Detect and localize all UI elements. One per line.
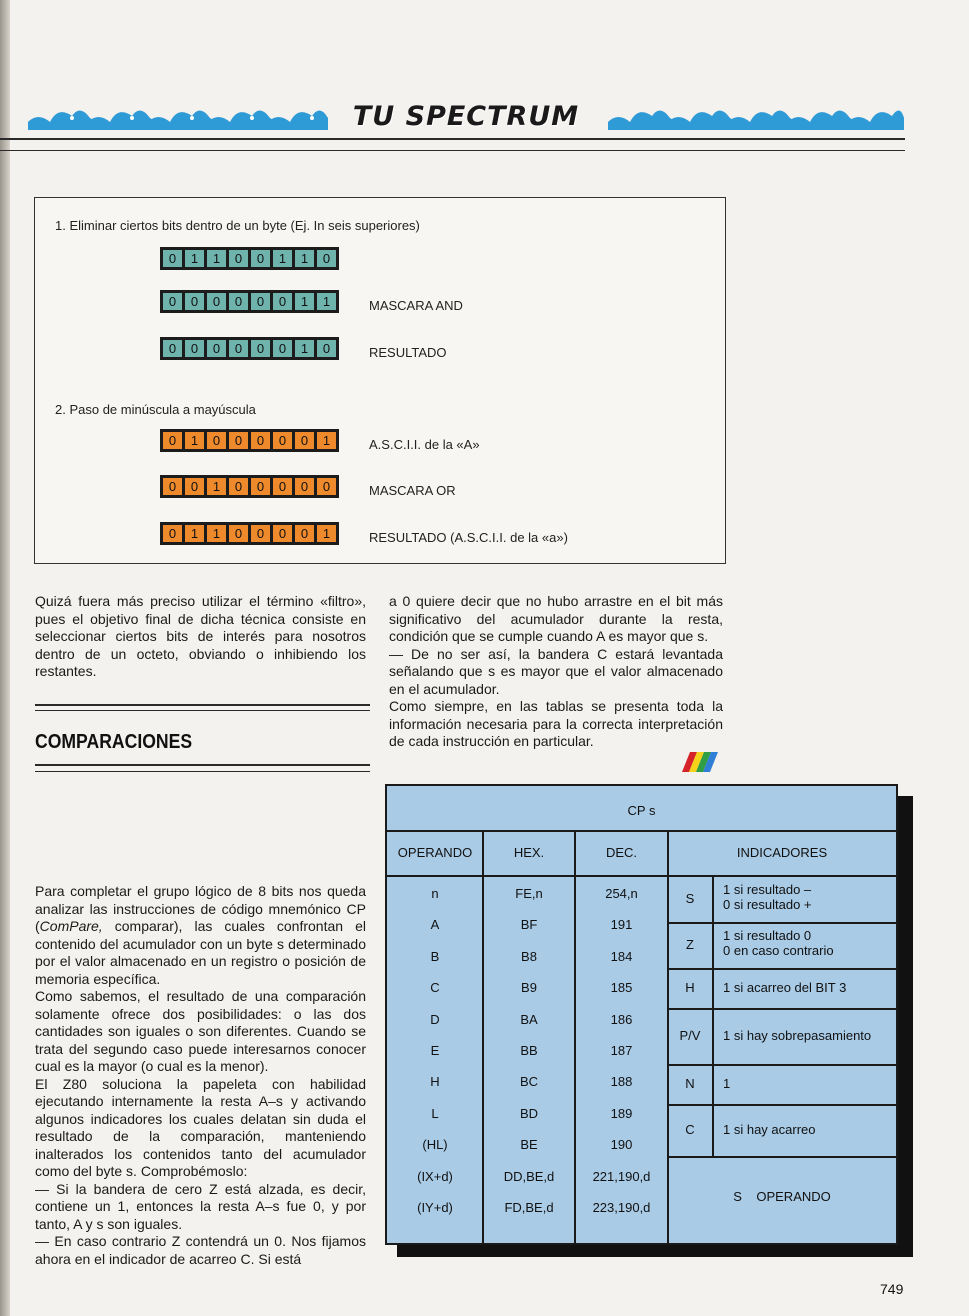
table-rule xyxy=(387,830,896,832)
row-dec: 184 xyxy=(610,948,633,964)
flag-name: S xyxy=(685,890,695,906)
bit-cell: 0 xyxy=(273,432,292,449)
table-flag-col-rule xyxy=(712,875,714,1156)
body-paragraph-5: — En caso contrario Z contendrá un 0. Nos fijamos ahora en el indicador de acarreo C. Si está xyxy=(35,1233,366,1267)
bit-cell: 0 xyxy=(163,250,182,267)
flag-row-rule xyxy=(667,968,896,970)
bit-cell: 0 xyxy=(163,432,182,449)
bit-cell: 0 xyxy=(185,293,204,310)
bit-cell: 1 xyxy=(317,432,336,449)
cp-instruction-table xyxy=(385,784,898,1245)
row-dec: 186 xyxy=(610,1011,633,1027)
right-paragraph-1: a 0 quiere decir que no hubo arrastre en el bit más significativo del acumulador durante la resta, condición que se cumple cuando A es mayor que s. xyxy=(389,593,723,644)
flag-description: 1 si resultado – xyxy=(723,881,812,897)
bit-cell: 0 xyxy=(273,478,292,495)
byte-row xyxy=(160,522,339,545)
bit-cell: 0 xyxy=(251,293,270,310)
bit-cell: 1 xyxy=(207,478,226,495)
row-hex: FE,n xyxy=(515,886,543,901)
section-title: COMPARACIONES xyxy=(35,731,193,753)
byte-row xyxy=(160,290,339,313)
byte-row xyxy=(160,429,339,452)
body-paragraph-4: — Si la bandera de cero Z está alzada, es decir, contiene un 1, entonces la resta A–s fue 0, y por tanto, A y s son iguales. xyxy=(35,1180,366,1232)
flag-row-rule xyxy=(667,1064,896,1066)
bit-cell: 0 xyxy=(295,432,314,449)
bit-cell: 0 xyxy=(317,340,336,357)
section-rule-bottom-2 xyxy=(35,771,370,772)
flag-name: H xyxy=(685,980,695,995)
byte-row-label: RESULTADO xyxy=(369,345,447,360)
row-dec: 189 xyxy=(610,1105,633,1121)
flag-name: Z xyxy=(686,937,694,952)
header-wave-left xyxy=(28,104,328,132)
body-paragraph-1: Para completar el grupo lógico de 8 bits nos queda analizar las instrucciones de código mnemónico CP (ComPare, comparar), las cuales confrontan el contenido del acumulador con un byte s determinado por el valor almacenado en un registro o posición de memoria específica. xyxy=(35,883,366,987)
row-hex: BC xyxy=(519,1074,539,1090)
bit-cell: 1 xyxy=(317,293,336,310)
bit-cell: 0 xyxy=(229,340,248,357)
row-operando: A xyxy=(430,917,440,933)
row-operando: B xyxy=(430,948,440,964)
row-hex: B9 xyxy=(521,980,537,996)
row-operando: (IX+d) xyxy=(417,1168,453,1184)
flag-description-2: 0 en caso contrario xyxy=(723,943,834,958)
right-column-text xyxy=(389,593,723,751)
row-operando: D xyxy=(430,1011,440,1027)
bit-cell: 0 xyxy=(207,432,226,449)
bit-cell: 0 xyxy=(163,478,182,495)
byte-row xyxy=(160,475,339,498)
section-rule-bottom-1 xyxy=(35,764,370,766)
byte-row-label: MASCARA OR xyxy=(369,483,456,498)
section-rule-top-2 xyxy=(35,710,370,711)
bit-cell: 0 xyxy=(295,478,314,495)
row-hex: BB xyxy=(520,1043,538,1058)
page-spine xyxy=(0,0,10,1316)
flag-row-rule xyxy=(667,922,896,924)
flag-row-rule xyxy=(667,1104,896,1106)
row-dec: 221,190,d xyxy=(592,1168,651,1184)
bit-cell: 0 xyxy=(163,340,182,357)
bit-cell: 0 xyxy=(229,478,248,495)
step2-label: 2. Paso de minúscula a mayúscula xyxy=(55,402,256,417)
header-indicadores: INDICADORES xyxy=(736,845,828,860)
flag-description-2: 0 si resultado + xyxy=(723,896,812,912)
bit-cell: 1 xyxy=(185,250,204,267)
bit-cell: 0 xyxy=(273,293,292,310)
bit-cell: 0 xyxy=(229,525,248,542)
row-operando: (IY+d) xyxy=(417,1200,453,1215)
intro-paragraph: Quizá fuera más preciso utilizar el término «filtro», pues el objetivo final de dicha técnica consiste en seleccionar ciertos bits de interés para nosotros dentro de un octeto, obviando o inhibiendo los restantes. xyxy=(35,593,366,679)
bit-cell: 0 xyxy=(273,340,292,357)
flag-description: 1 si hay acarreo xyxy=(723,1122,816,1137)
table-footer-rule xyxy=(667,1156,896,1158)
body-text xyxy=(35,883,366,1268)
bit-cell: 0 xyxy=(295,525,314,542)
row-operando: E xyxy=(430,1043,440,1058)
bit-cell: 0 xyxy=(251,340,270,357)
bit-cell: 0 xyxy=(251,250,270,267)
bit-cell: 1 xyxy=(185,525,204,542)
bit-cell: 1 xyxy=(185,432,204,449)
header-rule-top xyxy=(0,138,905,140)
header-rule-bottom xyxy=(0,150,905,151)
row-dec: 188 xyxy=(610,1074,633,1090)
row-dec: 254,n xyxy=(605,886,638,901)
bit-cell: 0 xyxy=(163,293,182,310)
bit-cell: 0 xyxy=(251,525,270,542)
bit-cell: 0 xyxy=(317,250,336,267)
table-footer: S OPERANDO xyxy=(733,1189,831,1204)
row-dec: 185 xyxy=(610,980,633,996)
bit-cell: 0 xyxy=(207,293,226,310)
bit-cell: 0 xyxy=(251,432,270,449)
row-hex: FD,BE,d xyxy=(504,1200,554,1215)
row-hex: DD,BE,d xyxy=(503,1168,555,1184)
bit-cell: 0 xyxy=(229,293,248,310)
byte-row xyxy=(160,247,339,270)
bit-cell: 0 xyxy=(185,478,204,495)
bit-cell: 0 xyxy=(229,432,248,449)
flag-name: N xyxy=(685,1076,695,1091)
header-title: TU SPECTRUM xyxy=(352,101,580,132)
bit-cell: 1 xyxy=(295,293,314,310)
right-paragraph-2: — De no ser así, la bandera C estará levantada señalando que s es mayor que el valor almacenado en el acumulador. xyxy=(389,645,723,697)
page-number: 749 xyxy=(880,1281,904,1297)
row-operando: (HL) xyxy=(422,1137,448,1153)
bit-cell: 1 xyxy=(317,525,336,542)
flag-description: 1 xyxy=(723,1076,731,1091)
header-wave-right xyxy=(608,104,904,132)
row-hex: BA xyxy=(520,1011,538,1027)
flag-name: P/V xyxy=(679,1028,701,1043)
flag-description: 1 si hay sobrepasamiento xyxy=(723,1028,872,1043)
byte-row-label: RESULTADO (A.S.C.I.I. de la «a») xyxy=(369,530,568,545)
row-hex: BE xyxy=(520,1137,538,1153)
bit-cell: 0 xyxy=(163,525,182,542)
bit-cell: 1 xyxy=(273,250,292,267)
bit-cell: 0 xyxy=(185,340,204,357)
section-rule-top-1 xyxy=(35,704,370,706)
bit-cell: 0 xyxy=(273,525,292,542)
bit-cell: 0 xyxy=(317,478,336,495)
header-hex: HEX. xyxy=(513,845,545,860)
row-operando: C xyxy=(430,980,440,996)
bit-mask-diagram xyxy=(34,197,726,564)
table-title: CP s xyxy=(627,803,656,818)
row-dec: 223,190,d xyxy=(592,1200,651,1215)
header-dec: DEC. xyxy=(605,845,638,860)
row-dec: 191 xyxy=(610,917,633,933)
row-hex: B8 xyxy=(521,948,537,964)
bit-cell: 1 xyxy=(207,250,226,267)
byte-row-label: MASCARA AND xyxy=(369,298,463,313)
byte-row xyxy=(160,337,339,360)
flag-description: 1 si resultado 0 xyxy=(723,928,812,943)
bit-cell: 1 xyxy=(207,525,226,542)
row-dec: 187 xyxy=(610,1043,633,1058)
body-paragraph-2: Como sabemos, el resultado de una comparación solamente ofrece dos posibilidades: o las dos cantidades son iguales o son diferentes. Cuando se trata del segundo caso puede interesarnos conocer cual es la mayor (o cual es la menor). xyxy=(35,988,366,1074)
step1-label: 1. Eliminar ciertos bits dentro de un byte (Ej. In seis superiores) xyxy=(55,218,420,233)
flag-row-rule xyxy=(667,1008,896,1010)
bit-cell: 0 xyxy=(229,250,248,267)
row-operando: n xyxy=(431,886,439,901)
row-hex: BD xyxy=(519,1105,539,1121)
row-hex: BF xyxy=(520,917,538,933)
row-dec: 190 xyxy=(610,1137,633,1153)
bit-cell: 1 xyxy=(295,340,314,357)
bit-cell: 1 xyxy=(295,250,314,267)
body-paragraph-3: El Z80 soluciona la papeleta con habilidad ejecutando internamente la resta A–s y activando algunos indicadores los cuales delatan sin duda el resultado de la comparación, manteniendo inalterados los contenidos tanto del acumulador como del byte s. Comprobémoslo: xyxy=(35,1075,366,1179)
bit-cell: 0 xyxy=(207,340,226,357)
spectrum-stripes-logo xyxy=(676,752,720,772)
bit-cell: 0 xyxy=(251,478,270,495)
row-operando: L xyxy=(431,1105,439,1121)
flag-name: C xyxy=(685,1122,695,1137)
header-operando: OPERANDO xyxy=(397,845,473,860)
right-paragraph-3: Como siempre, en las tablas se presenta toda la información necesaria para la correcta interpretación de cada instrucción en particular. xyxy=(389,698,723,749)
flag-description: 1 si acarreo del BIT 3 xyxy=(723,980,847,995)
byte-row-label: A.S.C.I.I. de la «A» xyxy=(369,437,480,452)
row-operando: H xyxy=(430,1074,440,1090)
table-header-rule xyxy=(387,875,896,877)
